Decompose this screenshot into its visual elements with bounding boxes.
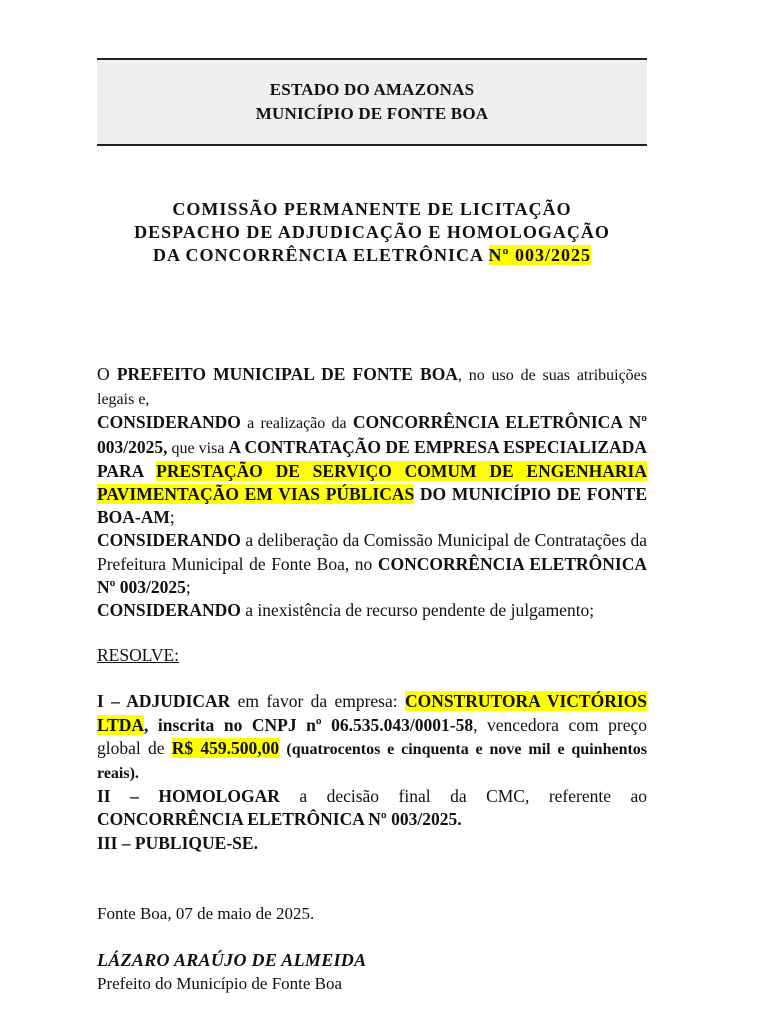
intro-rest: , no uso de suas atribuições legais e,	[97, 367, 648, 409]
considerando-1-end: ;	[169, 507, 175, 528]
title-dispatch: DESPACHO DE ADJUDICAÇÃO E HOMOLOGAÇÃO	[134, 222, 610, 242]
document-body	[97, 363, 647, 855]
document-title	[97, 198, 647, 267]
item-3-label: III – PUBLIQUE-SE.	[97, 832, 258, 853]
header-state: ESTADO DO AMAZONAS	[269, 80, 475, 99]
item-adjudicar	[97, 690, 647, 785]
item-publique	[97, 832, 647, 855]
considerando-1-objeto-highlight: PRESTAÇÃO DE SERVIÇO COMUM DE ENGENHARIA PAVIMENTAÇÃO EM VIAS PÚBLICAS	[97, 460, 647, 505]
considerando-1-text-a: a realização da	[240, 415, 353, 433]
considerando-3-text: a inexistência de recurso pendente de julgamento;	[240, 600, 595, 621]
title-number-highlight: Nº 003/2025	[488, 245, 591, 265]
title-commission: COMISSÃO PERMANENTE DE LICITAÇÃO	[172, 199, 572, 219]
intro-prefeito: PREFEITO MUNICIPAL DE FONTE BOA	[116, 364, 458, 384]
item-1-text-a: em favor da empresa:	[230, 691, 405, 712]
considerando-2	[97, 529, 647, 599]
considerando-2-keyword: CONSIDERANDO	[97, 530, 241, 551]
item-1-valor-highlight: R$ 459.500,00	[171, 737, 280, 758]
considerando-1-final: DO MUNICÍPIO DE FONTE BOA-AM	[97, 484, 647, 528]
considerando-1-contratacao: A CONTRATAÇÃO DE EMPRESA ESPECIALIZADA PARA	[97, 436, 648, 481]
intro-paragraph	[97, 363, 647, 411]
considerando-3-keyword: CONSIDERANDO	[97, 600, 241, 621]
intro-o: O	[97, 364, 117, 384]
item-2-concorrencia: CONCORRÊNCIA ELETRÔNICA Nº 003/2025.	[97, 809, 462, 830]
item-1-extenso: (quatrocentos e cinquenta e nove mil e quinhentos reais).	[97, 740, 648, 783]
item-1-text-b: , vencedora com preço global de	[97, 714, 648, 758]
title-concorrencia	[97, 244, 647, 267]
item-2-text: a decisão final da CMC, referente ao	[279, 786, 647, 807]
considerando-2-end: ;	[185, 576, 191, 597]
considerando-3	[97, 599, 647, 622]
document-header	[97, 58, 647, 146]
considerando-1-concorrencia: CONCORRÊNCIA ELETRÔNICA Nº 003/2025,	[97, 412, 647, 457]
header-municipality: MUNICÍPIO DE FONTE BOA	[255, 104, 489, 123]
signature-name: LÁZARO ARAÚJO DE ALMEIDA	[97, 950, 367, 970]
signature-role: Prefeito do Município de Fonte Boa	[97, 974, 343, 993]
item-1-cnpj: , inscrita no CNPJ nº 06.535.043/0001-58	[144, 714, 474, 735]
item-homologar	[97, 785, 647, 831]
considerando-1-text-b: que visa	[167, 439, 229, 457]
considerando-2-text: a deliberação da Comissão Municipal de Contratações da Prefeitura Municipal de Fonte Boa, no	[97, 530, 647, 574]
document-date: Fonte Boa, 07 de maio de 2025.	[97, 904, 315, 923]
considerando-1	[97, 411, 647, 529]
item-1-empresa-highlight: CONSTRUTORA VICTÓRIOS LTDA	[97, 691, 647, 735]
resolve-heading: RESOLVE:	[97, 645, 180, 666]
considerando-1-keyword: CONSIDERANDO	[97, 412, 241, 433]
item-1-label: I – ADJUDICAR	[97, 691, 231, 712]
item-2-label: II – HOMOLOGAR	[97, 786, 280, 807]
considerando-2-concorrencia: CONCORRÊNCIA ELETRÔNICA Nº 003/2025	[97, 553, 647, 597]
title-concorrencia-prefix: DA CONCORRÊNCIA ELETRÔNICA	[152, 245, 489, 265]
